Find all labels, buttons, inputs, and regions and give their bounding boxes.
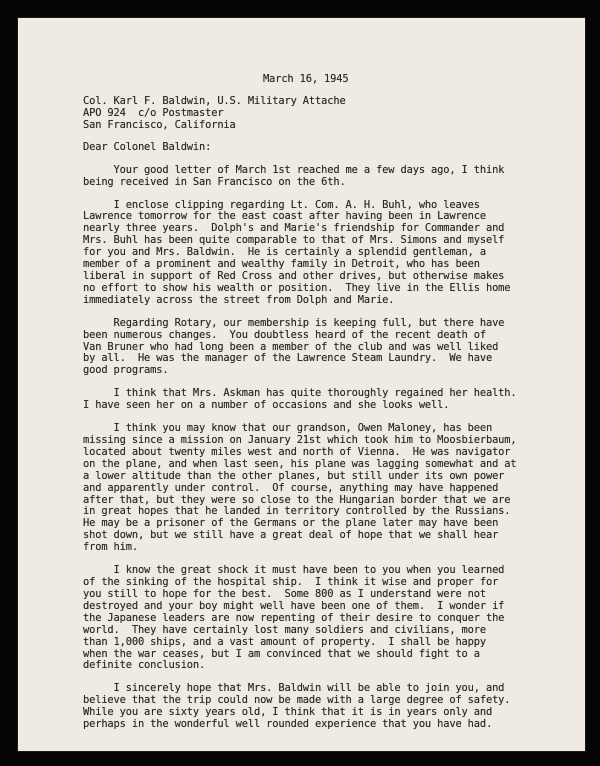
- body-line: Van Bruner who had long been a member of the club and was well liked: [83, 340, 499, 353]
- body-line: I enclose clipping regarding Lt. Com. A. H. Buhl, who leaves: [83, 198, 480, 211]
- body-line: destroyed and your boy might well have been one of them. I wonder if: [83, 599, 505, 612]
- body-line: liberal in support of Red Cross and other drives, but otherwise makes: [83, 270, 505, 282]
- body-line: and apparently under control. Of course, anything may have happened: [83, 481, 499, 494]
- body-line: than 1,000 ships, and a vast amount of property. I shall be happy: [83, 635, 486, 648]
- body-line: when the war ceases, but I am convinced that we should fight to a: [83, 647, 480, 660]
- body-line: He may be a prisoner of the Germans or the plane later may have been: [83, 517, 499, 530]
- body-line: after that, but they were so close to the Hungarian border that we are: [83, 493, 511, 506]
- body-line: for you and Mrs. Baldwin. He is certainly a splendid gentleman, a: [83, 246, 486, 259]
- body-line: by all. He was the manager of the Lawrence Steam Laundry. We have: [83, 352, 493, 365]
- body-line: been numerous changes. You doubtless heard of the recent death of: [83, 328, 486, 341]
- body-line: I think that Mrs. Askman has quite thoroughly regained her health.: [83, 387, 517, 400]
- body-line: the Japanese leaders are now repenting of their desire to conquer the: [83, 611, 505, 624]
- body-line: I have seen her on a number of occasions and she looks well.: [83, 399, 450, 412]
- body-line: good programs.: [83, 364, 169, 377]
- body-line: being received in San Francisco on the 6th.: [83, 175, 346, 188]
- body-line: immediately across the street from Dolph and Marie.: [83, 293, 395, 306]
- body-line: located about twenty miles west and north of Vienna. He was navigator: [83, 445, 511, 458]
- body-line: While you are sixty years old, I think that it is in years only and: [83, 706, 493, 719]
- body-line: definite conclusion.: [83, 659, 206, 672]
- body-line: Mrs. Buhl has been quite comparable to that of Mrs. Simons and myself: [83, 234, 505, 247]
- body-line: missing since a mission on January 21st which took him to Moosbierbaum,: [83, 434, 517, 446]
- body-line: Your good letter of March 1st reached me a few days ago, I think: [83, 163, 505, 176]
- body-line: I know the great shock it must have been to you when you learned: [83, 564, 505, 577]
- recipient-line: Col. Karl F. Baldwin, U.S. Military Attache: [83, 95, 346, 107]
- body-line: of the sinking of the hospital ship. I think it wise and proper for: [83, 576, 499, 588]
- body-line: on the plane, and when last seen, his plane was lagging somewhat and at: [83, 457, 517, 470]
- salutation: Dear Colonel Baldwin:: [83, 140, 212, 153]
- body-line: from him.: [83, 541, 138, 554]
- recipient-line: San Francisco, California: [83, 118, 236, 131]
- body-line: I sincerely hope that Mrs. Baldwin will be able to join you, and: [83, 682, 505, 695]
- body-line: nearly three years. Dolph's and Marie's friendship for Commander and: [83, 222, 505, 235]
- body-line: member of a prominent and wealthy family in Detroit, who has been: [83, 258, 480, 271]
- body-line: I think you may know that our grandson, Owen Maloney, has been: [83, 422, 493, 435]
- body-line: in great hopes that he landed in territory controlled by the Russians.: [83, 505, 511, 518]
- letter-page: [18, 18, 585, 751]
- body-line: a lower altitude than the other planes, but still under its own power: [83, 469, 505, 482]
- body-line: no effort to show his wealth or position. They live in the Ellis home: [83, 281, 511, 294]
- body-line: believe that the trip could now be made with a large degree of safety.: [83, 694, 511, 707]
- body-line: Lawrence tomorrow for the east coast after having been in Lawrence: [83, 210, 486, 223]
- body-line: shot down, but we still have a great deal of hope that we shall hear: [83, 529, 499, 542]
- letter-date: March 16, 1945: [263, 73, 349, 85]
- body-line: you still to hope for the best. Some 800 as I understand were not: [83, 587, 486, 600]
- body-line: world. They have certainly lost many soldiers and civilians, more: [83, 623, 486, 636]
- recipient-line: APO 924 c/o Postmaster: [83, 106, 224, 119]
- body-line: perhaps in the wonderful well rounded experience that you have had.: [83, 718, 493, 730]
- body-line: Regarding Rotary, our membership is keeping full, but there have: [83, 316, 505, 329]
